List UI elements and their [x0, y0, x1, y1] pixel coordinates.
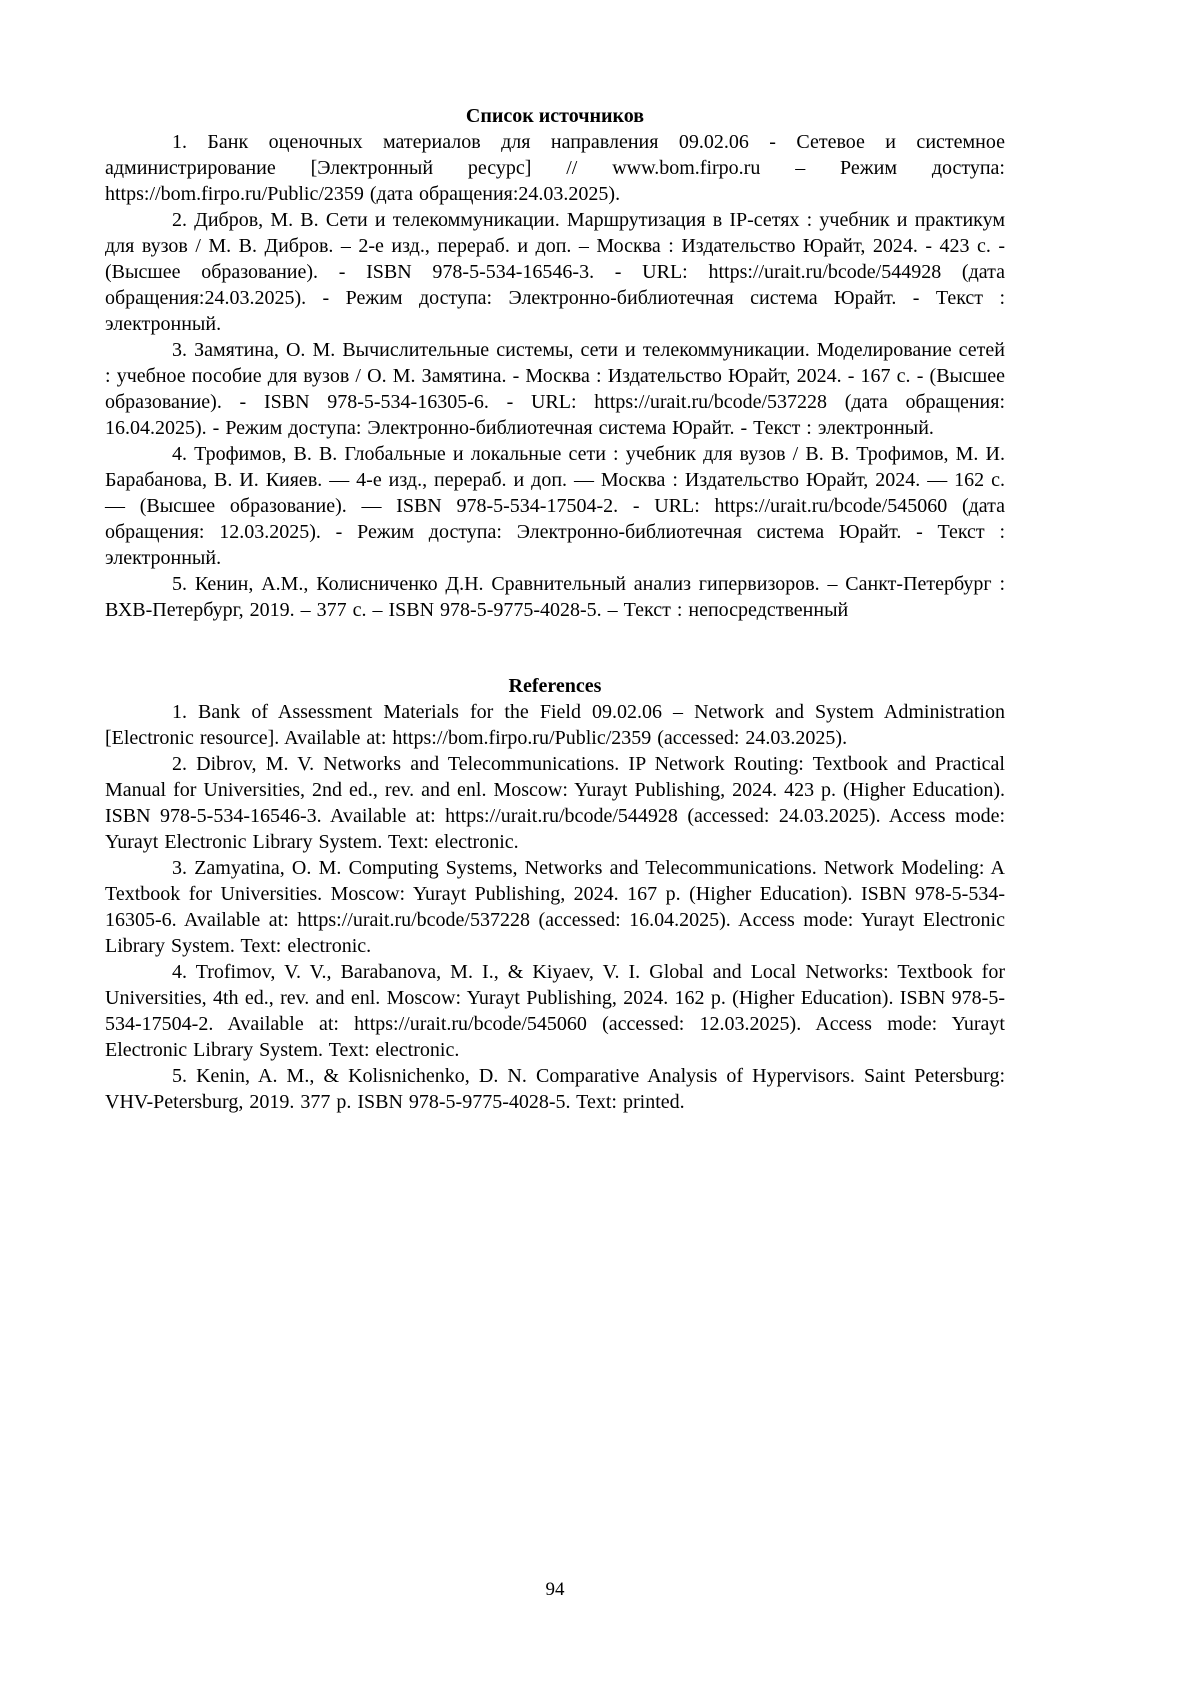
section-heading-english: References [508, 675, 602, 697]
reference-item: 1. Bank of Assessment Materials for the Field 09.02.06 – Network and System Administration [Electronic resource]. Available at: https://bom.firpo.ru/Public/2359 (accessed: 24.03.2025). [105, 701, 1005, 749]
reference-item: 3. Zamyatina, O. M. Computing Systems, Networks and Telecommunications. Network Modeling: A Textbook for Universities. Moscow: Yurayt Publishing, 2024. 167 p. (Higher Education). ISBN 978-5-534-16305-6. Available at: https://urait.ru/bcode/537228 (accessed: 16.04.2025). Access mode: Yurayt Electronic Library System. Text: electronic. [105, 857, 1005, 957]
section-references-english [105, 673, 1005, 1115]
page-footer [105, 1578, 1005, 1602]
reference-item: 1. Банк оценочных материалов для направления 09.02.06 - Сетевое и системное администрирование [Электронный ресурс] // www.bom.firpo.ru – Режим доступа: https://bom.firpo.ru/Public/2359 (дата обращения:24.03.2025). [105, 131, 1005, 205]
reference-item: 2. Дибров, М. В. Сети и телекоммуникации. Маршрутизация в IP-сетях : учебник и практикум для вузов / М. В. Дибров. – 2-е изд., перераб. и доп. – Москва : Издательство Юрайт, 2024. - 423 с. - (Высшее образование). - ISBN 978-5-534-16546-3. - URL: https://urait.ru/bcode/544928 (дата обращения:24.03.2025). - Режим доступа: Электронно-библиотечная система Юрайт. - Текст : электронный. [105, 209, 1005, 335]
reference-item: 3. Замятина, О. М. Вычислительные системы, сети и телекоммуникации. Моделирование сетей : учебное пособие для вузов / О. М. Замятина. - Москва : Издательство Юрайт, 2024. - 167 с. - (Высшее образование). - ISBN 978-5-534-16305-6. - URL: https://urait.ru/bcode/537228 (дата обращения: 16.04.2025). - Режим доступа: Электронно-библиотечная система Юрайт. - Текст : электронный. [105, 339, 1005, 439]
reference-item: 2. Dibrov, M. V. Networks and Telecommunications. IP Network Routing: Textbook and Practical Manual for Universities, 2nd ed., rev. and enl. Moscow: Yurayt Publishing, 2024. 423 p. (Higher Education). ISBN 978-5-534-16546-3. Available at: https://urait.ru/bcode/544928 (accessed: 24.03.2025). Access mode: Yurayt Electronic Library System. Text: electronic. [105, 753, 1005, 853]
section-sources-russian [105, 103, 1005, 623]
reference-item: 5. Kenin, A. M., & Kolisnichenko, D. N. Comparative Analysis of Hypervisors. Saint Petersburg: VHV-Petersburg, 2019. 377 p. ISBN 978-5-9775-4028-5. Text: printed. [105, 1065, 1005, 1113]
section-heading-russian: Список источников [465, 105, 645, 127]
reference-item: 5. Кенин, А.М., Колисниченко Д.Н. Сравнительный анализ гипервизоров. – Санкт-Петербург : ВХВ-Петербург, 2019. – 377 с. – ISBN 978-5-9775-4028-5. – Текст : непосредственный [105, 573, 1005, 621]
reference-item: 4. Trofimov, V. V., Barabanova, M. I., & Kiyaev, V. I. Global and Local Networks: Textbook for Universities, 4th ed., rev. and enl. Moscow: Yurayt Publishing, 2024. 162 p. (Higher Education). ISBN 978-5-534-17504-2. Available at: https://urait.ru/bcode/545060 (accessed: 12.03.2025). Access mode: Yurayt Electronic Library System. Text: electronic. [105, 961, 1005, 1061]
page-number: 94 [545, 1579, 565, 1600]
reference-item: 4. Трофимов, В. В. Глобальные и локальные сети : учебник для вузов / В. В. Трофимов, М. И. Барабанова, В. И. Кияев. — 4-е изд., перераб. и доп. — Москва : Издательство Юрайт, 2024. — 162 с. — (Высшее образование). — ISBN 978-5-534-17504-2. - URL: https://urait.ru/bcode/545060 (дата обращения: 12.03.2025). - Режим доступа: Электронно-библиотечная система Юрайт. - Текст : электронный. [105, 443, 1005, 569]
